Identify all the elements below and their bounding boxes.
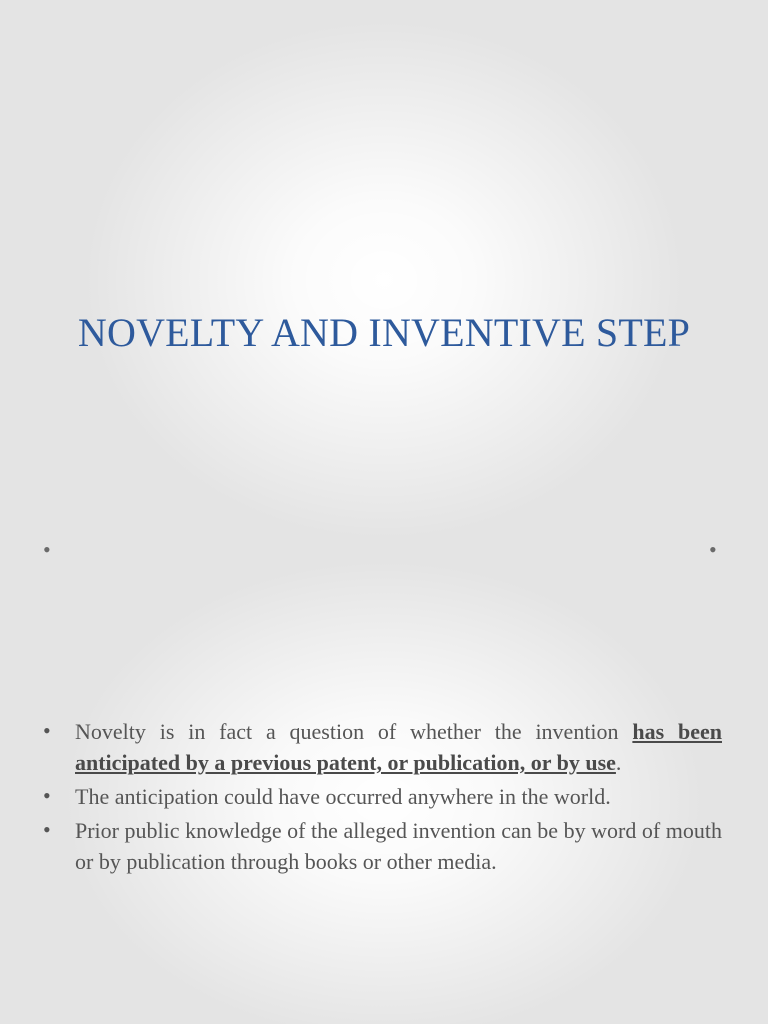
bullet-dot: •: [43, 783, 51, 808]
bullet-text-end: .: [615, 750, 622, 775]
bullet-text: Prior public knowledge of the alleged invention can be by word of mouth or by publication through books or other media.: [75, 818, 722, 874]
bullet-list: [43, 716, 722, 880]
bullet-dot: •: [43, 718, 51, 743]
empty-bullet-left: •: [43, 537, 51, 562]
bullet-text: Novelty is in fact a question of whether the invention: [75, 719, 633, 744]
bullet-emphasis: has been anticipated by a previous patent, or publication, or by use: [75, 719, 722, 775]
bullet-item-prior-knowledge: [43, 815, 722, 877]
bullet-item-anticipation: [43, 781, 722, 812]
empty-bullet-right: •: [709, 537, 717, 562]
bullet-text: The anticipation could have occurred anywhere in the world.: [75, 784, 611, 809]
bullet-item-novelty: [43, 716, 722, 778]
bullet-dot: •: [43, 817, 51, 842]
slide-title: NOVELTY AND INVENTIVE STEP: [77, 310, 691, 355]
